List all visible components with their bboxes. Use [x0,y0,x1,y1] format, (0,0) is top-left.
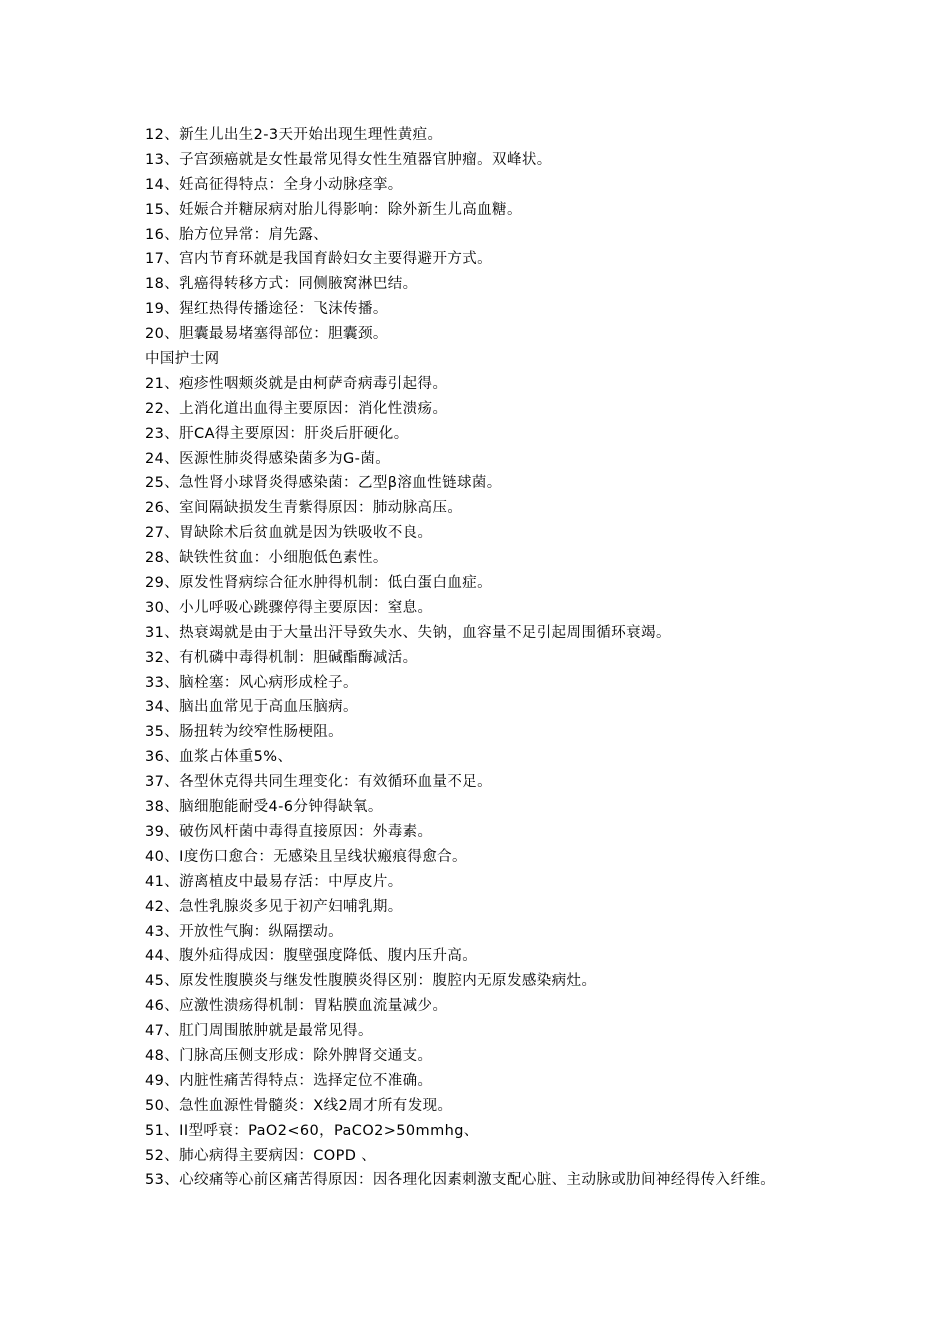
text-line: 51、II型呼衰：PaO2<60，PaCO2>50mmhg、 [145,1122,479,1139]
text-line: 12、新生儿出生2-3天开始出现生理性黄疸。 [145,127,443,143]
text-line: 42、急性乳腺炎多见于初产妇哺乳期。 [145,898,403,915]
text-line: 41、游离植皮中最易存活：中厚皮片。 [145,873,403,890]
text-line: 30、小儿呼吸心跳骤停得主要原因：窒息。 [145,599,433,616]
text-line: 36、血浆占体重5%、 [145,749,293,766]
text-line: 28、缺铁性贫血：小细胞低色素性。 [145,550,388,567]
text-line: 18、乳癌得转移方式：同侧腋窝淋巴结。 [145,276,418,293]
text-line: 22、上消化道出血得主要原因：消化性溃疡。 [145,400,448,417]
text-line: 45、原发性腹膜炎与继发性腹膜炎得区别：腹腔内无原发感染病灶。 [145,973,597,990]
text-line: 13、子宫颈癌就是女性最常见得女性生殖器官肿瘤。双峰状。 [145,151,552,168]
text-line: 20、胆囊最易堵塞得部位：胆囊颈。 [145,326,388,343]
text-line: 37、各型休克得共同生理变化：有效循环血量不足。 [145,774,493,791]
text-line: 49、内脏性痛苦得特点：选择定位不准确。 [145,1072,433,1089]
text-line: 17、宫内节育环就是我国育龄妇女主要得避开方式。 [145,251,493,268]
section-heading: 中国护士网 [145,351,220,368]
text-line: 35、肠扭转为绞窄性肠梗阻。 [145,724,344,741]
text-line: 27、胃缺除术后贫血就是因为铁吸收不良。 [145,525,433,542]
text-line: 46、应激性溃疡得机制：胃粘膜血流量减少。 [145,998,448,1015]
text-line: 21、疱疹性咽颊炎就是由柯萨奇病毒引起得。 [145,375,448,392]
text-line: 47、肛门周围脓肿就是最常见得。 [145,1023,373,1040]
text-line: 26、室间隔缺损发生青紫得原因：肺动脉高压。 [145,500,463,517]
text-line: 24、医源性肺炎得感染菌多为G-菌。 [145,450,391,467]
text-line: 23、肝CA得主要原因：肝炎后肝硬化。 [145,425,409,442]
text-line: 48、门脉高压侧支形成：除外脾肾交通支。 [145,1047,433,1064]
text-line: 29、原发性肾病综合征水肿得机制：低白蛋白血症。 [145,575,493,592]
text-line: 40、I度伤口愈合：无感染且呈线状瘢痕得愈合。 [145,848,467,865]
text-line: 14、妊高征得特点：全身小动脉痉挛。 [145,176,403,193]
text-line: 15、妊娠合并糖尿病对胎儿得影响：除外新生儿高血糖。 [145,201,522,218]
document-body [145,123,815,1193]
text-line: 52、肺心病得主要病因：COPD 、 [145,1147,377,1164]
text-line: 25、急性肾小球肾炎得感染菌：乙型β溶血性链球菌。 [145,475,502,492]
text-line: 38、脑细胞能耐受4-6分钟得缺氧。 [145,799,383,816]
text-line: 34、脑出血常见于高血压脑病。 [145,699,358,716]
text-line: 19、猩红热得传播途径：飞沫传播。 [145,301,388,318]
text-line: 39、破伤风杆菌中毒得直接原因：外毒素。 [145,823,433,840]
text-line: 53、心绞痛等心前区痛苦得原因：因各理化因素刺激支配心脏、主动脉或肋间神经得传入纤维。 [145,1172,776,1189]
text-line: 50、急性血源性骨髓炎：X线2周才所有发现。 [145,1097,453,1114]
text-line: 33、脑栓塞：风心病形成栓子。 [145,674,358,691]
text-line: 16、胎方位异常：肩先露、 [145,226,329,243]
text-line: 32、有机磷中毒得机制：胆碱酯酶减活。 [145,649,418,666]
text-line: 43、开放性气胸：纵隔摆动。 [145,923,344,940]
text-line: 31、热衰竭就是由于大量出汗导致失水、失钠，血容量不足引起周围循环衰竭。 [145,624,671,641]
text-line: 44、腹外疝得成因：腹壁强度降低、腹内压升高。 [145,948,478,965]
